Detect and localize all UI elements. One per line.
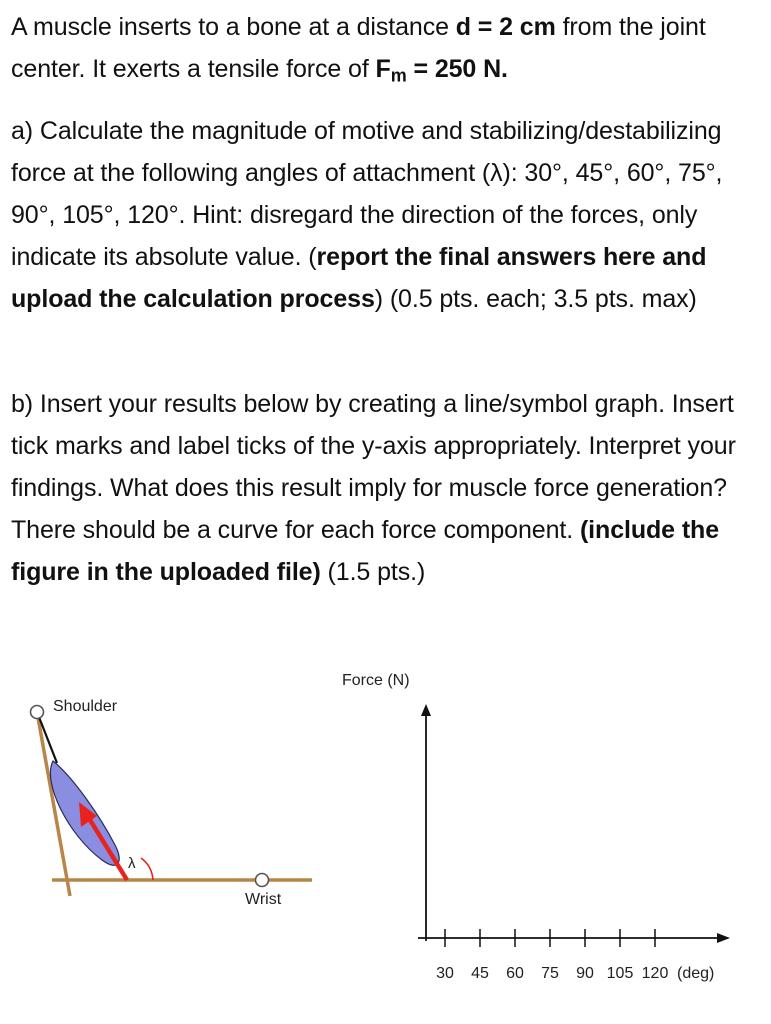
part-b-question bbox=[11, 383, 761, 593]
angle-arc bbox=[141, 858, 153, 880]
intro-text-1: A muscle inserts to a bone at a distance bbox=[11, 13, 456, 41]
part-b-text-2: (1.5 pts.) bbox=[320, 558, 426, 586]
force-subscript: m bbox=[390, 65, 407, 86]
part-a-text-1: a) Calculate the magnitude of motive and stabilizing/destabilizing force at the following angles of attachment (λ): 30°, 45°, 60°, 75°, 90°, 105°, 120°. Hint: disregard the direction of the forces, only indicate its absolute value. ( bbox=[11, 117, 723, 271]
answer-chart bbox=[342, 672, 730, 982]
x-tick-label-90: 90 bbox=[576, 965, 594, 982]
x-tick-label-30: 30 bbox=[436, 965, 454, 982]
x-tick-label-45: 45 bbox=[471, 965, 489, 982]
part-b-bold-instruction: (include the figure in the uploaded file) bbox=[11, 516, 720, 586]
x-tick-label-75: 75 bbox=[541, 965, 559, 982]
arm-diagram bbox=[31, 698, 313, 908]
figure bbox=[0, 640, 771, 1024]
wrist-joint bbox=[256, 874, 269, 887]
wrist-label: Wrist bbox=[245, 891, 282, 908]
force-amount: = 250 N. bbox=[406, 55, 508, 83]
x-tick-label-105: 105 bbox=[606, 965, 634, 982]
y-axis-arrowhead bbox=[421, 704, 431, 716]
part-a-text-2: ) (0.5 pts. each; 3.5 pts. max) bbox=[374, 285, 697, 313]
problem-intro bbox=[11, 6, 761, 90]
part-b-text-1: b) Insert your results below by creating a line/symbol graph. Insert tick marks and label ticks of the y-axis appropriately. Interpret your findings. What does this result imply for muscle force generation? There should be a curve for each force component. bbox=[11, 390, 736, 544]
lambda-label: λ bbox=[128, 855, 136, 872]
x-axis-arrowhead bbox=[717, 933, 730, 943]
shoulder-joint bbox=[31, 706, 44, 719]
part-a-question bbox=[11, 110, 761, 320]
x-tick-label-60: 60 bbox=[506, 965, 524, 982]
y-axis-label: Force (N) bbox=[342, 672, 410, 689]
part-a-bold-instruction: report the final answers here and upload the calculation process bbox=[11, 243, 707, 313]
intro-text-2: from the joint center. It exerts a tensile force of bbox=[11, 13, 706, 83]
x-tick-label-120: 120 bbox=[641, 965, 669, 982]
distance-value: d = 2 cm bbox=[455, 13, 556, 41]
shoulder-label: Shoulder bbox=[53, 698, 118, 715]
force-symbol: F bbox=[375, 55, 391, 83]
x-axis-unit-label: (deg) bbox=[677, 965, 715, 982]
x-ticks bbox=[436, 929, 668, 982]
force-value bbox=[375, 55, 508, 86]
